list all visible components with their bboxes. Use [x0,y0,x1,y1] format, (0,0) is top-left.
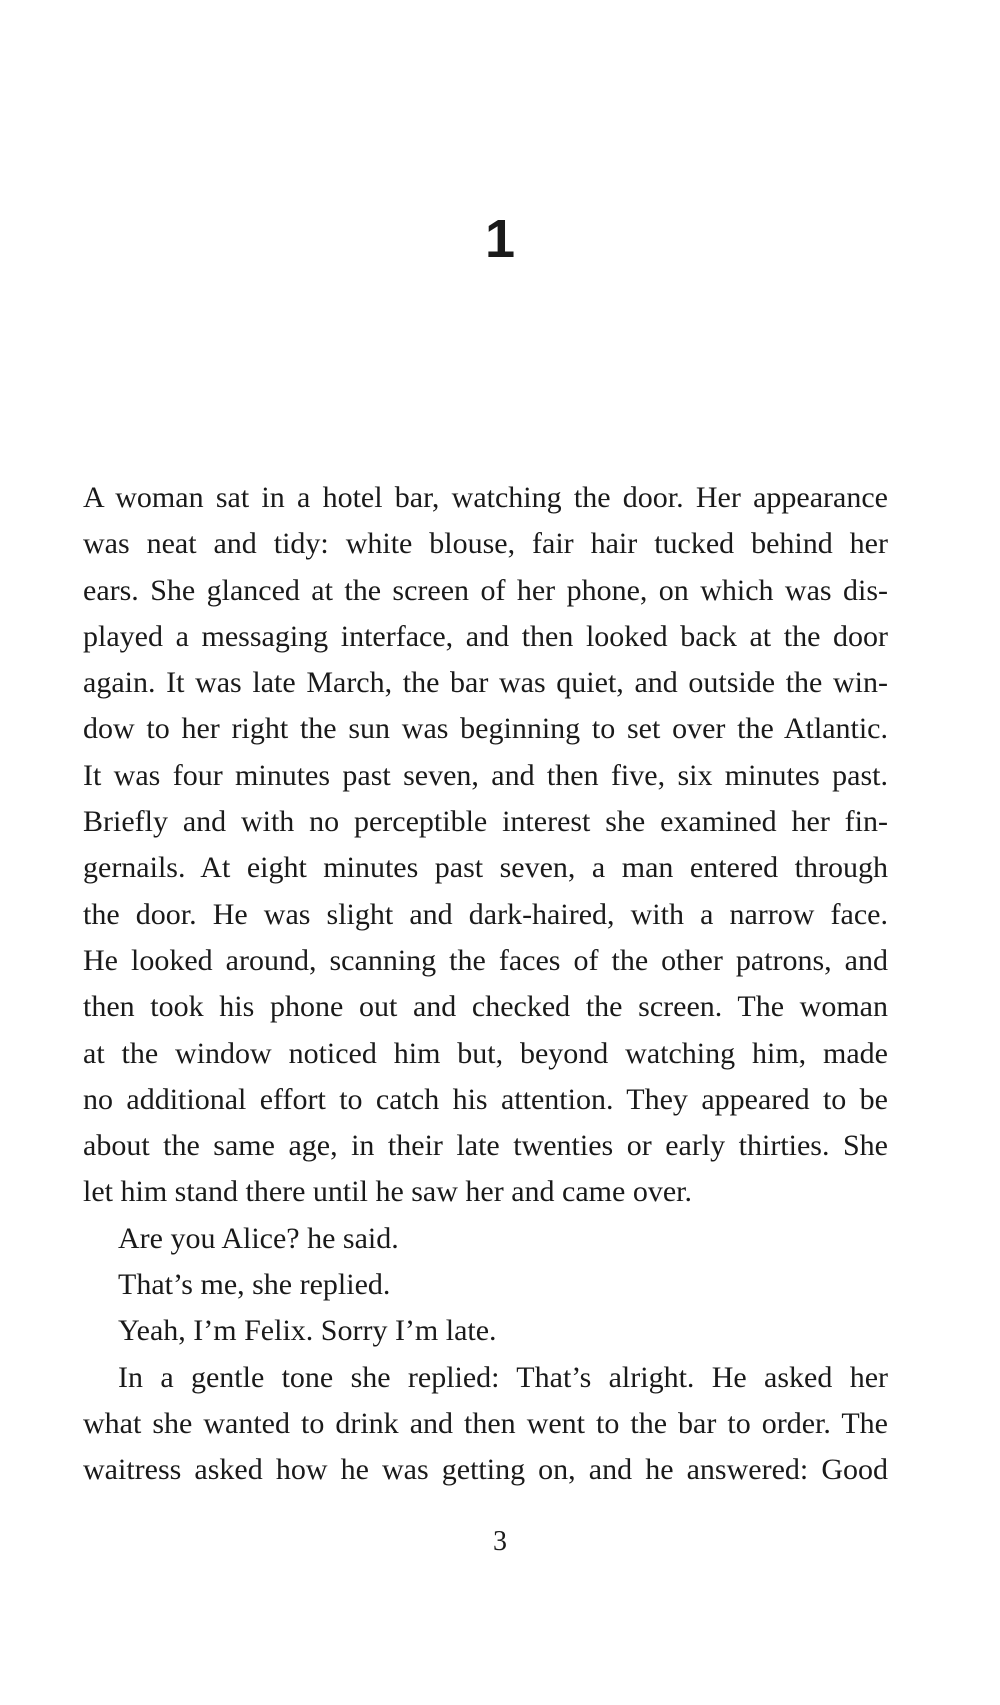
text-line: It was four minutes past seven, and then five, six minutes past. [83,758,888,792]
text-line: A woman sat in a hotel bar, watching the door. Her appearance [83,481,888,514]
text-line: waitress asked how he was getting on, and he answered: Good [83,1453,888,1487]
text-line: what she wanted to drink and then went to the bar to order. The [83,1406,888,1440]
chapter-number: 1 [484,209,516,269]
page-number: 3 [493,1526,507,1557]
text-line: no additional effort to catch his attention. They appeared to be [83,1082,888,1116]
text-line: He looked around, scanning the faces of the other patrons, and [83,943,888,977]
text-line: then took his phone out and checked the screen. The woman [83,990,888,1024]
text-line: played a messaging interface, and then looked back at the door [83,619,888,653]
text-line: was neat and tidy: white blouse, fair hair tucked behind her [83,527,888,561]
text-line: at the window noticed him but, beyond watching him, made [83,1036,888,1070]
text-line: In a gentle tone she replied: That’s alright. He asked her [118,1360,888,1394]
text-line: dow to her right the sun was beginning to set over the Atlantic. [83,712,888,746]
text-line: about the same age, in their late twenties or early thirties. She [83,1129,888,1163]
text-line: ears. She glanced at the screen of her phone, on which was dis- [83,573,888,607]
text-line: the door. He was slight and dark-haired, with a narrow face. [83,897,888,931]
text-line: Briefly and with no perceptible interest she examined her fin- [83,805,888,839]
text-line: again. It was late March, the bar was quiet, and outside the win- [83,666,888,700]
text-line: gernails. At eight minutes past seven, a man entered through [83,851,888,885]
dialogue-line: That’s me, she replied. [118,1268,391,1302]
body-text [83,475,888,1494]
dialogue-line: Are you Alice? he said. [118,1221,399,1255]
dialogue-line: Yeah, I’m Felix. Sorry I’m late. [118,1314,497,1348]
text-line: let him stand there until he saw her and came over. [83,1175,692,1209]
